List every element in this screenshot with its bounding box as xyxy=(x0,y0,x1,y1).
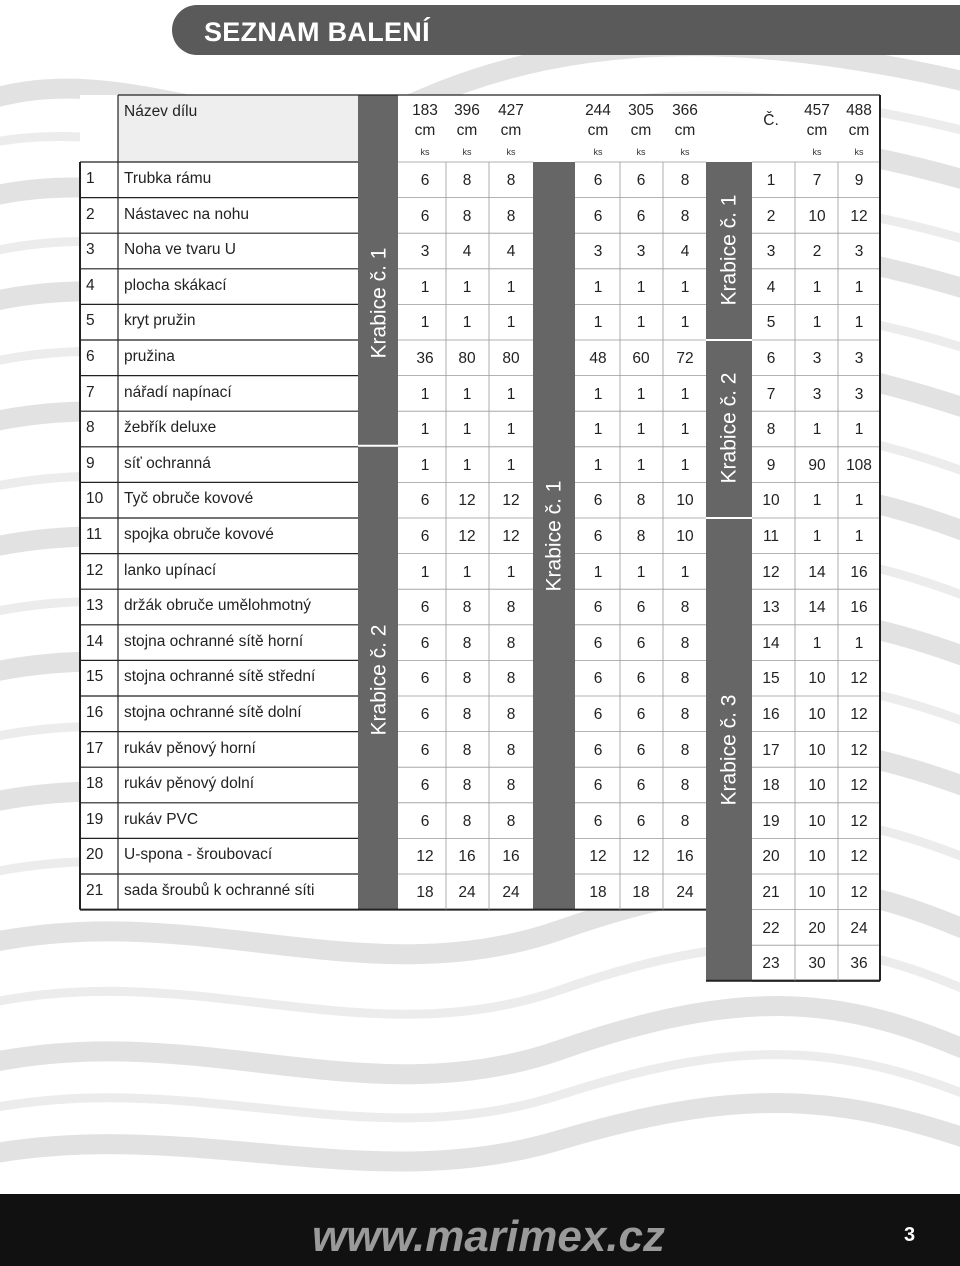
size-header: 244 xyxy=(585,102,611,119)
quantity-cell: 18 xyxy=(416,884,434,901)
quantity-cell: 1 xyxy=(854,314,864,332)
quantity-cell: 18 xyxy=(589,884,607,901)
quantity-cell: 10 xyxy=(808,848,826,866)
item-number-cell: 11 xyxy=(762,528,780,545)
quantity-cell: 6 xyxy=(636,172,646,189)
part-name: Trubka rámu xyxy=(124,170,212,187)
quantity-cell: 6 xyxy=(636,777,646,795)
quantity-cell: 8 xyxy=(462,172,472,189)
quantity-cell: 1 xyxy=(462,421,472,439)
quantity-cell: 10 xyxy=(808,777,826,795)
quantity-cell: 8 xyxy=(462,207,472,225)
quantity-cell: 1 xyxy=(680,385,690,403)
quantity-cell: 8 xyxy=(506,599,516,617)
number-header: Č. xyxy=(763,112,779,129)
quantity-cell: 12 xyxy=(416,848,434,866)
item-number-cell: 5 xyxy=(766,314,776,332)
row-number: 16 xyxy=(86,704,104,721)
quantity-cell: 8 xyxy=(506,812,516,830)
quantity-cell: 6 xyxy=(420,492,430,510)
row-number: 6 xyxy=(86,348,95,365)
item-number-cell: 6 xyxy=(766,350,776,367)
row-number: 12 xyxy=(86,561,104,579)
part-name: držák obruče umělohmotný xyxy=(124,597,311,615)
part-name: rukáv pěnový horní xyxy=(124,739,256,757)
quantity-cell: 12 xyxy=(850,207,868,225)
unit-header: cm xyxy=(456,122,478,139)
footer-url: www.marimex.cz xyxy=(312,1212,665,1261)
quantity-cell: 10 xyxy=(808,706,826,723)
row-number: 9 xyxy=(86,454,95,472)
row-number: 13 xyxy=(86,597,104,615)
size-header: 427 xyxy=(498,102,524,119)
quantity-cell: 12 xyxy=(850,884,868,901)
quantity-cell: 1 xyxy=(854,278,864,296)
quantity-cell: 8 xyxy=(680,706,690,723)
quantity-cell: 18 xyxy=(632,884,650,901)
quantity-cell: 1 xyxy=(680,314,690,332)
quantity-cell: 6 xyxy=(420,207,430,225)
quantity-cell: 8 xyxy=(462,634,472,652)
quantity-cell: 80 xyxy=(502,350,520,367)
part-name: stojna ochranné sítě střední xyxy=(124,668,316,686)
size-header: 396 xyxy=(454,102,480,119)
size-header: 366 xyxy=(672,102,698,119)
item-number-cell: 18 xyxy=(762,777,780,795)
quantity-cell: 10 xyxy=(808,207,826,225)
qty-unit-header: ks xyxy=(854,147,864,157)
row-number: 21 xyxy=(86,882,104,899)
quantity-cell: 1 xyxy=(593,456,603,474)
quantity-cell: 1 xyxy=(593,314,603,332)
part-name: kryt pružin xyxy=(124,312,196,330)
quantity-cell: 8 xyxy=(680,812,690,830)
quantity-cell: 8 xyxy=(680,670,690,688)
quantity-cell: 8 xyxy=(636,492,646,510)
quantity-cell: 24 xyxy=(676,884,694,901)
unit-header: cm xyxy=(848,122,870,139)
quantity-cell: 12 xyxy=(850,777,868,795)
quantity-cell: 6 xyxy=(593,599,603,617)
row-number: 10 xyxy=(86,490,104,508)
quantity-cell: 1 xyxy=(506,278,516,296)
item-number-cell: 10 xyxy=(762,492,780,510)
quantity-cell: 1 xyxy=(636,385,646,403)
quantity-cell: 1 xyxy=(462,385,472,403)
quantity-cell: 3 xyxy=(854,385,864,403)
quantity-cell: 6 xyxy=(593,172,603,189)
quantity-cell: 12 xyxy=(850,741,868,759)
quantity-cell: 12 xyxy=(632,848,650,866)
quantity-cell: 10 xyxy=(676,492,694,510)
quantity-cell: 1 xyxy=(854,421,864,439)
part-name: žebřík deluxe xyxy=(124,419,217,437)
quantity-cell: 1 xyxy=(462,456,472,474)
unit-header: cm xyxy=(674,122,696,139)
row-number: 7 xyxy=(86,383,95,401)
quantity-cell: 1 xyxy=(420,563,430,581)
quantity-cell: 20 xyxy=(808,919,826,937)
qty-unit-header: ks xyxy=(593,147,603,157)
qty-unit-header: ks xyxy=(462,147,472,157)
unit-header: cm xyxy=(587,122,609,139)
quantity-cell: 6 xyxy=(636,741,646,759)
row-number: 20 xyxy=(86,846,104,864)
quantity-cell: 4 xyxy=(462,243,472,261)
quantity-cell: 6 xyxy=(420,172,430,189)
quantity-cell: 8 xyxy=(680,634,690,652)
quantity-cell: 8 xyxy=(506,207,516,225)
part-name: lanko upínací xyxy=(124,561,217,579)
item-number-cell: 9 xyxy=(766,456,776,474)
quantity-cell: 1 xyxy=(593,563,603,581)
quantity-cell: 6 xyxy=(593,741,603,759)
unit-header: cm xyxy=(500,122,522,139)
quantity-cell: 8 xyxy=(680,172,690,189)
item-number-cell: 1 xyxy=(766,172,776,189)
item-number-cell: 20 xyxy=(762,848,780,866)
quantity-cell: 12 xyxy=(589,848,607,866)
quantity-cell: 108 xyxy=(846,456,872,474)
page-number: 3 xyxy=(904,1224,916,1246)
quantity-cell: 6 xyxy=(420,706,430,723)
quantity-cell: 8 xyxy=(680,741,690,759)
qty-unit-header: ks xyxy=(420,147,430,157)
quantity-cell: 10 xyxy=(808,741,826,759)
quantity-cell: 8 xyxy=(462,741,472,759)
part-name: Tyč obruče kovové xyxy=(124,490,254,508)
size-header: 305 xyxy=(628,102,654,119)
quantity-cell: 1 xyxy=(854,634,864,652)
quantity-cell: 80 xyxy=(458,350,476,367)
quantity-cell: 6 xyxy=(420,670,430,688)
quantity-cell: 12 xyxy=(502,492,520,510)
box-label-c1: Krabice č. 1 xyxy=(716,194,740,306)
item-number-cell: 22 xyxy=(762,919,780,937)
quantity-cell: 8 xyxy=(680,207,690,225)
size-header: 183 xyxy=(412,102,438,119)
item-number-cell: 21 xyxy=(762,884,780,901)
quantity-cell: 8 xyxy=(462,812,472,830)
row-number: 2 xyxy=(86,205,95,223)
quantity-cell: 1 xyxy=(420,314,430,332)
quantity-cell: 6 xyxy=(636,634,646,652)
quantity-cell: 3 xyxy=(854,350,864,367)
quantity-cell: 8 xyxy=(462,670,472,688)
part-name-header: Název dílu xyxy=(124,103,198,120)
quantity-cell: 3 xyxy=(593,243,603,261)
part-name: rukáv pěnový dolní xyxy=(124,775,255,793)
quantity-cell: 6 xyxy=(636,599,646,617)
box-label-a2: Krabice č. 2 xyxy=(366,624,390,736)
qty-unit-header: ks xyxy=(506,147,516,157)
item-number-cell: 17 xyxy=(762,741,780,759)
quantity-cell: 1 xyxy=(680,278,690,296)
quantity-cell: 1 xyxy=(593,385,603,403)
quantity-cell: 6 xyxy=(636,706,646,723)
part-name: rukáv PVC xyxy=(124,810,199,828)
quantity-cell: 1 xyxy=(812,492,822,510)
quantity-cell: 1 xyxy=(636,314,646,332)
box-label-a1: Krabice č. 1 xyxy=(366,247,390,359)
quantity-cell: 6 xyxy=(420,634,430,652)
quantity-cell: 6 xyxy=(420,599,430,617)
footer xyxy=(0,1194,960,1266)
quantity-cell: 6 xyxy=(420,741,430,759)
quantity-cell: 12 xyxy=(502,528,520,545)
item-number-cell: 19 xyxy=(762,812,780,830)
quantity-cell: 8 xyxy=(506,670,516,688)
quantity-cell: 16 xyxy=(458,848,476,866)
quantity-cell: 24 xyxy=(502,884,520,901)
quantity-cell: 6 xyxy=(593,528,603,545)
part-name: nářadí napínací xyxy=(124,383,232,401)
quantity-cell: 10 xyxy=(808,812,826,830)
quantity-cell: 6 xyxy=(636,670,646,688)
item-number-cell: 12 xyxy=(762,563,780,581)
quantity-cell: 1 xyxy=(680,421,690,439)
quantity-cell: 12 xyxy=(850,670,868,688)
item-number-cell: 3 xyxy=(766,243,776,261)
quantity-cell: 8 xyxy=(462,599,472,617)
size-header: 488 xyxy=(846,102,872,119)
quantity-cell: 1 xyxy=(420,456,430,474)
item-number-cell: 14 xyxy=(762,634,780,652)
page-title: SEZNAM BALENÍ xyxy=(204,17,430,47)
item-number-cell: 23 xyxy=(762,955,780,973)
part-name: spojka obruče kovové xyxy=(124,526,274,543)
part-name: Nástavec na nohu xyxy=(124,205,249,223)
quantity-cell: 1 xyxy=(506,314,516,332)
quantity-cell: 1 xyxy=(462,563,472,581)
part-name: stojna ochranné sítě horní xyxy=(124,632,304,650)
quantity-cell: 16 xyxy=(850,599,868,617)
quantity-cell: 72 xyxy=(676,350,694,367)
qty-unit-header: ks xyxy=(636,147,646,157)
row-number: 11 xyxy=(86,526,103,543)
quantity-cell: 90 xyxy=(808,456,826,474)
quantity-cell: 1 xyxy=(812,528,822,545)
unit-header: cm xyxy=(630,122,652,139)
quantity-cell: 1 xyxy=(593,278,603,296)
quantity-cell: 8 xyxy=(506,777,516,795)
quantity-cell: 1 xyxy=(636,421,646,439)
item-number-cell: 15 xyxy=(762,670,780,688)
quantity-cell: 6 xyxy=(636,812,646,830)
quantity-cell: 4 xyxy=(680,243,690,261)
quantity-cell: 10 xyxy=(808,670,826,688)
quantity-cell: 16 xyxy=(676,848,694,866)
part-name: sada šroubů k ochranné síti xyxy=(124,882,315,899)
quantity-cell: 2 xyxy=(812,243,822,261)
quantity-cell: 3 xyxy=(636,243,646,261)
part-name: U-spona - šroubovací xyxy=(124,846,273,864)
quantity-cell: 6 xyxy=(593,492,603,510)
row-number: 5 xyxy=(86,312,95,330)
quantity-cell: 3 xyxy=(854,243,864,261)
quantity-cell: 4 xyxy=(506,243,516,261)
quantity-cell: 1 xyxy=(420,278,430,296)
quantity-cell: 7 xyxy=(812,172,822,189)
part-name: plocha skákací xyxy=(124,276,227,294)
item-number-cell: 4 xyxy=(766,278,776,296)
quantity-cell: 1 xyxy=(506,456,516,474)
quantity-cell: 6 xyxy=(593,207,603,225)
quantity-cell: 1 xyxy=(680,563,690,581)
quantity-cell: 14 xyxy=(808,599,826,617)
quantity-cell: 3 xyxy=(420,243,430,261)
quantity-cell: 6 xyxy=(420,528,430,545)
quantity-cell: 1 xyxy=(812,278,822,296)
quantity-cell: 9 xyxy=(854,172,864,189)
quantity-cell: 1 xyxy=(506,421,516,439)
quantity-cell: 1 xyxy=(812,634,822,652)
quantity-cell: 1 xyxy=(636,456,646,474)
unit-header: cm xyxy=(806,122,828,139)
quantity-cell: 8 xyxy=(636,528,646,545)
quantity-cell: 24 xyxy=(850,919,868,937)
quantity-cell: 1 xyxy=(854,492,864,510)
quantity-cell: 1 xyxy=(420,385,430,403)
quantity-cell: 1 xyxy=(636,563,646,581)
item-number-cell: 7 xyxy=(766,385,776,403)
quantity-cell: 6 xyxy=(636,207,646,225)
row-number: 14 xyxy=(86,632,104,650)
quantity-cell: 3 xyxy=(812,385,822,403)
quantity-cell: 12 xyxy=(458,528,476,545)
quantity-cell: 1 xyxy=(593,421,603,439)
quantity-cell: 1 xyxy=(420,421,430,439)
row-number: 15 xyxy=(86,668,104,686)
quantity-cell: 6 xyxy=(593,777,603,795)
quantity-cell: 1 xyxy=(636,278,646,296)
quantity-cell: 6 xyxy=(593,634,603,652)
quantity-cell: 8 xyxy=(462,777,472,795)
quantity-cell: 10 xyxy=(676,528,694,545)
row-number: 1 xyxy=(86,170,95,187)
quantity-cell: 6 xyxy=(593,706,603,723)
quantity-cell: 14 xyxy=(808,563,826,581)
row-number: 8 xyxy=(86,419,95,437)
quantity-cell: 6 xyxy=(420,812,430,830)
quantity-cell: 16 xyxy=(850,563,868,581)
quantity-cell: 1 xyxy=(506,563,516,581)
quantity-cell: 36 xyxy=(850,955,868,973)
quantity-cell: 6 xyxy=(420,777,430,795)
quantity-cell: 6 xyxy=(593,670,603,688)
item-number-cell: 13 xyxy=(762,599,780,617)
box-band-a xyxy=(358,95,398,910)
quantity-cell: 8 xyxy=(506,706,516,723)
row-number: 4 xyxy=(86,276,95,294)
size-header: 457 xyxy=(804,102,830,119)
qty-unit-header: ks xyxy=(812,147,822,157)
item-number-cell: 2 xyxy=(766,207,776,225)
row-number: 17 xyxy=(86,739,104,757)
quantity-cell: 6 xyxy=(593,812,603,830)
part-name: stojna ochranné sítě dolní xyxy=(124,704,302,721)
qty-unit-header: ks xyxy=(680,147,690,157)
quantity-cell: 60 xyxy=(632,350,650,367)
quantity-cell: 24 xyxy=(458,884,476,901)
quantity-cell: 8 xyxy=(462,706,472,723)
row-number: 19 xyxy=(86,810,104,828)
quantity-cell: 12 xyxy=(458,492,476,510)
row-number: 3 xyxy=(86,241,95,259)
box-label-c2: Krabice č. 2 xyxy=(716,372,740,484)
quantity-cell: 1 xyxy=(812,421,822,439)
quantity-cell: 1 xyxy=(854,528,864,545)
quantity-cell: 8 xyxy=(506,741,516,759)
quantity-cell: 8 xyxy=(680,599,690,617)
quantity-cell: 1 xyxy=(680,456,690,474)
quantity-cell: 1 xyxy=(462,314,472,332)
item-number-cell: 16 xyxy=(762,706,780,723)
row-number: 18 xyxy=(86,775,104,793)
quantity-cell: 12 xyxy=(850,848,868,866)
quantity-cell: 8 xyxy=(506,172,516,189)
part-name: síť ochranná xyxy=(124,454,211,472)
quantity-cell: 12 xyxy=(850,706,868,723)
quantity-cell: 8 xyxy=(506,634,516,652)
quantity-cell: 1 xyxy=(506,385,516,403)
box-label-b1: Krabice č. 1 xyxy=(541,480,565,592)
quantity-cell: 1 xyxy=(812,314,822,332)
quantity-cell: 12 xyxy=(850,812,868,830)
quantity-cell: 1 xyxy=(462,278,472,296)
quantity-cell: 10 xyxy=(808,884,826,901)
box-label-c3: Krabice č. 3 xyxy=(716,694,740,806)
quantity-cell: 30 xyxy=(808,955,826,973)
quantity-cell: 3 xyxy=(812,350,822,367)
quantity-cell: 48 xyxy=(589,350,607,367)
quantity-cell: 16 xyxy=(502,848,520,866)
part-name: Noha ve tvaru U xyxy=(124,241,236,259)
quantity-cell: 36 xyxy=(416,350,434,367)
quantity-cell: 8 xyxy=(680,777,690,795)
part-name: pružina xyxy=(124,348,175,365)
item-number-cell: 8 xyxy=(766,421,776,439)
unit-header: cm xyxy=(414,122,436,139)
